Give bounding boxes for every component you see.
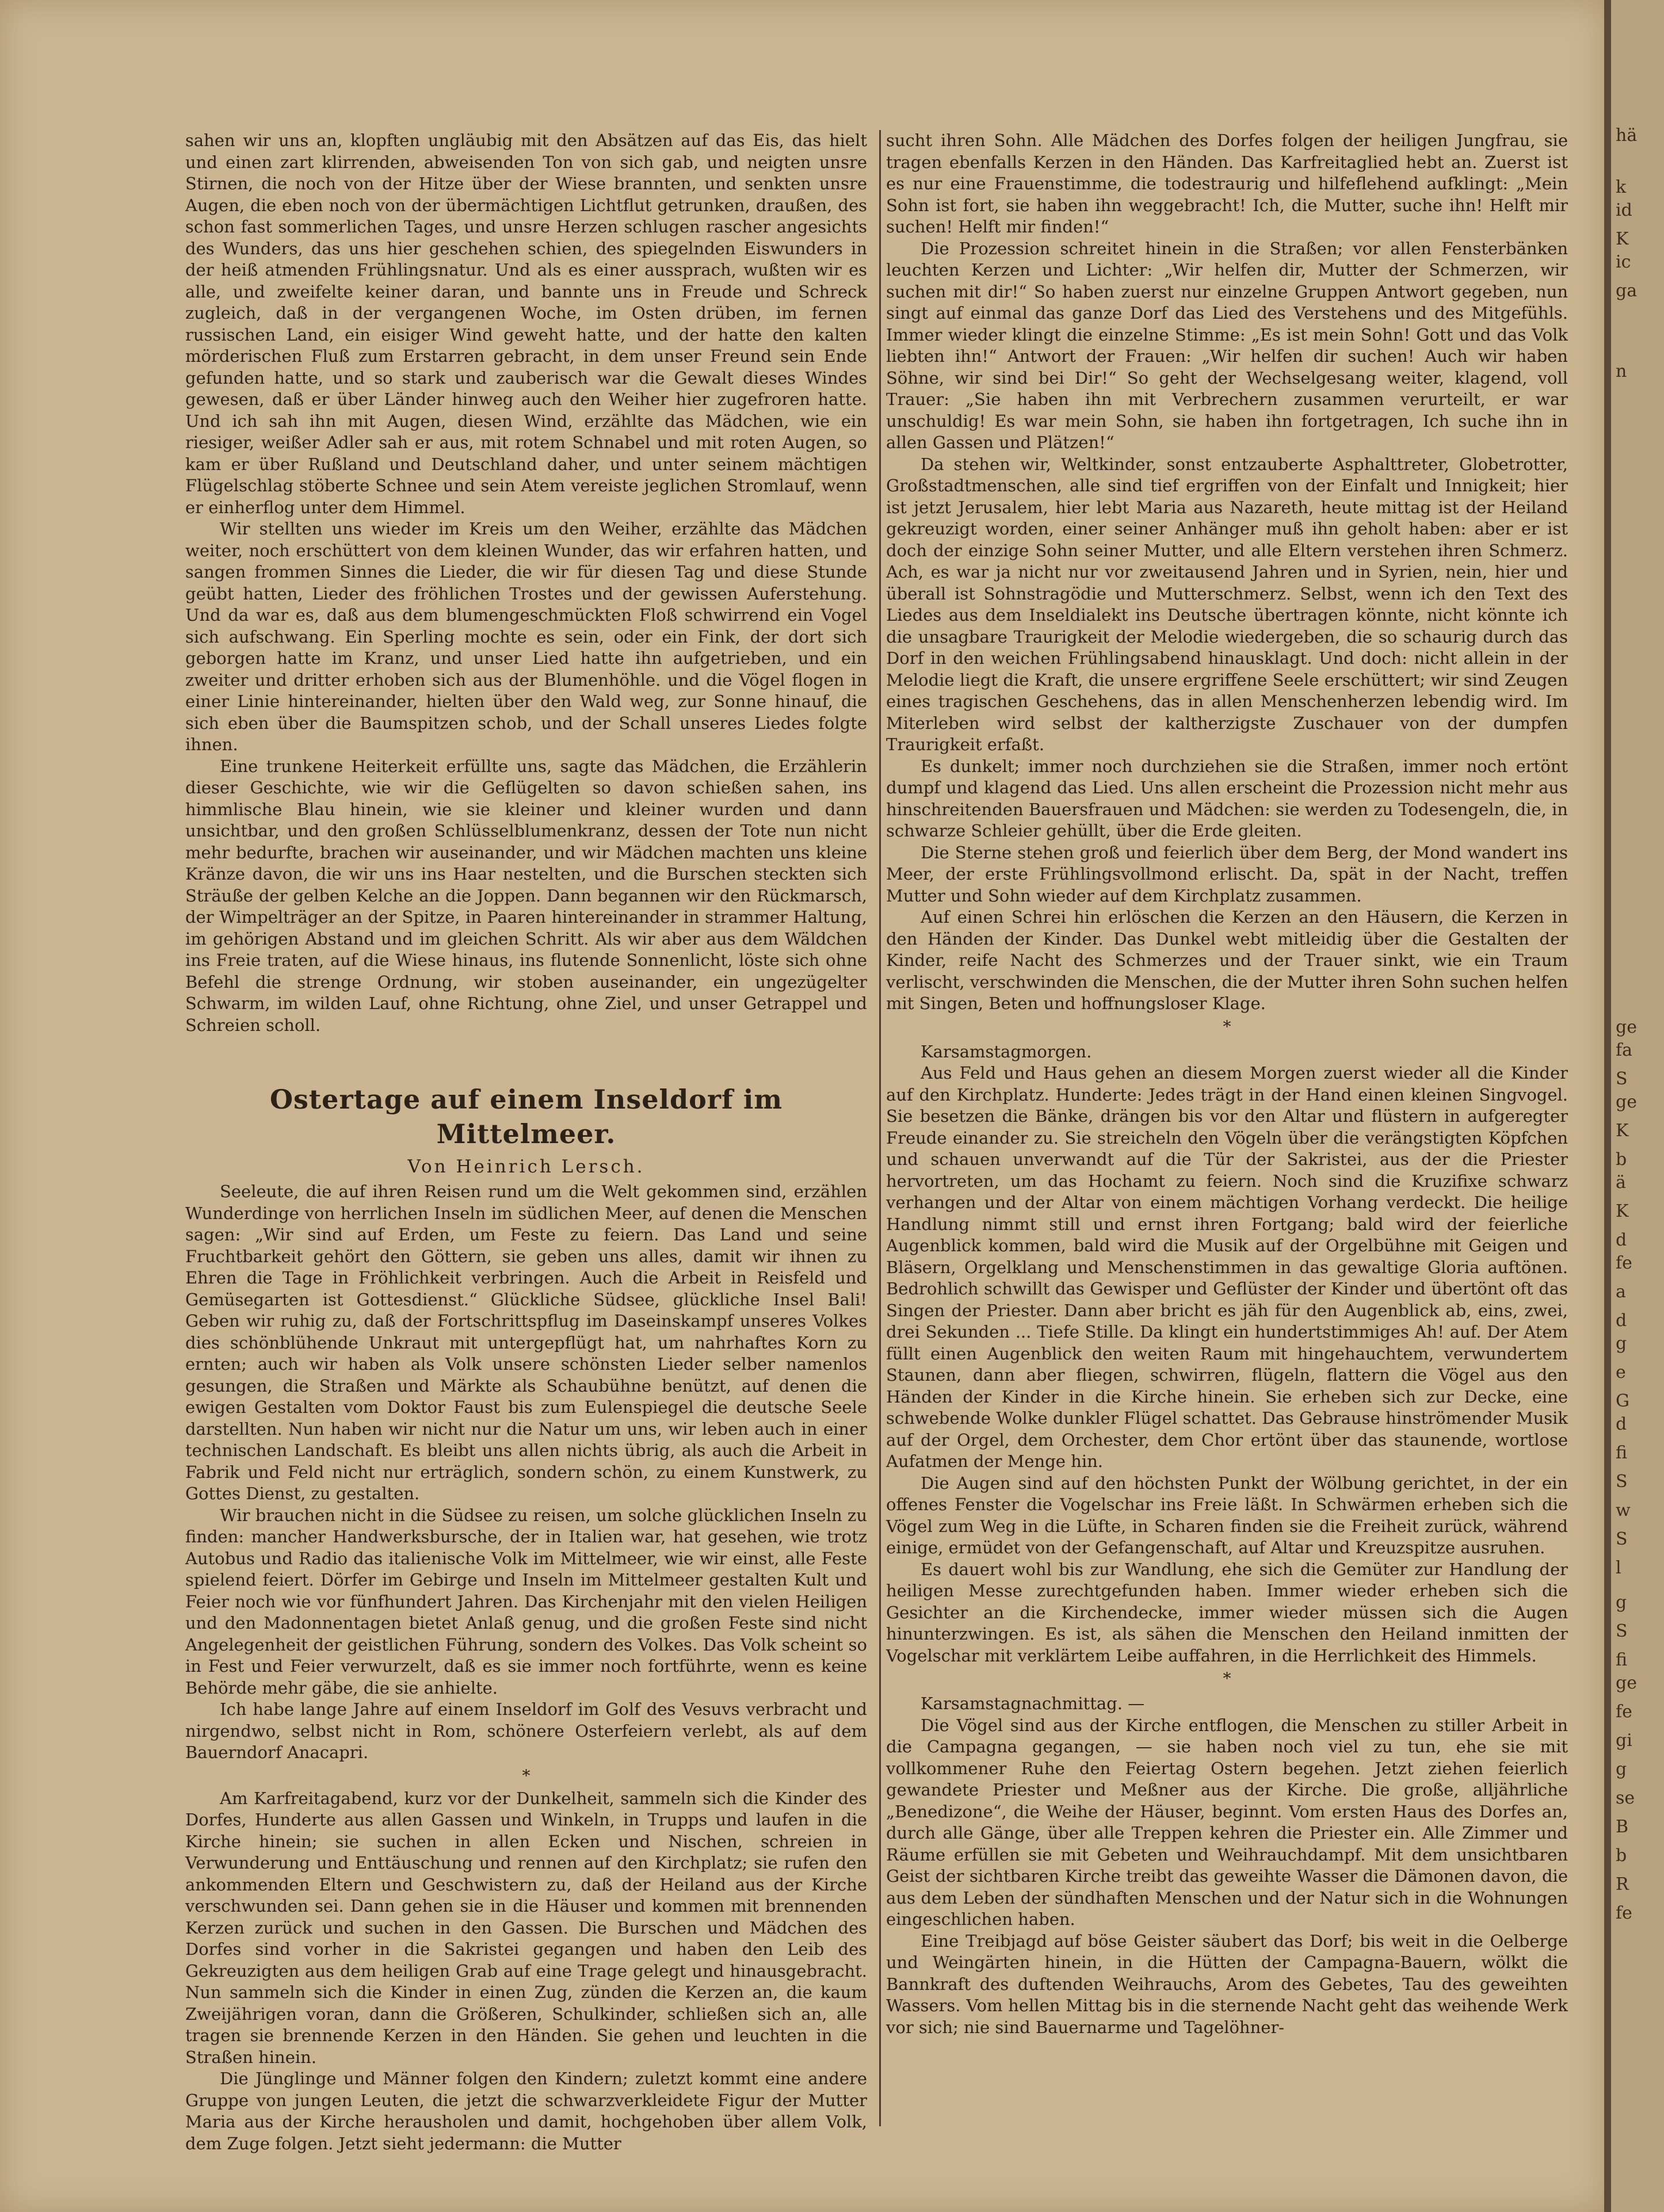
adjacent-page-fragment: fe bbox=[1616, 1702, 1632, 1722]
adjacent-page-fragment: fi bbox=[1616, 1650, 1628, 1670]
right-paragraph-1: sucht ihren Sohn. Alle Mädchen des Dorfes folgen der heiligen Jungfrau, sie tragen ebenfalls Kerzen in den Händen. Das Karfreitaglied hebt an. Zuerst ist es nur eine Frauenstimme, die todestraurig und hilfeflehend aufklingt: „Mein Sohn ist fort, sie haben ihn weggebracht! Ich, die Mutter, suche ihn! Helft mir suchen! Helft mir finden!“ bbox=[886, 131, 1568, 236]
article-paragraph-1: Seeleute, die auf ihren Reisen rund um die Welt gekommen sind, erzählen Wunderdinge von herrlichen Inseln im südlichen Meer, auf denen die Menschen sagen: „Wir sind auf Erden, um Feste zu feiern. Das Land und seine Fruchtbarkeit gehört den Göttern, sie geben uns alles, damit wir ihnen zu Ehren die Tage in Fröhlichkeit verbringen. Auch die Arbeit in Reisfeld und Gemüsegarten ist Gottesdienst.“ Glückliche Südsee, glückliche Insel Bali! Geben wir ruhig zu, daß der Fortschrittspflug im Daseinskampf unseres Volkes dies schönblühende Unkraut mit untergepflügt hat, um nahrhaftes Korn zu ernten; auch wir haben als Volk unsere schönsten Lieder selber namenlos gesungen, die Straßen und Märkte als Schaubühne benützt, auf denen die ewigen Gestalten vom Doktor Faust bis zum Eulenspiegel die deutsche Seele darstellten. Nun haben wir nicht nur die Natur um uns, wir leben auch in einer technischen Landschaft. Es bleibt uns allen nichts übrig, als auch die Arbeit in Fabrik und Feld nicht nur erträglich, sondern schön, zu einem Kunstwerk, zu Gottes Dienst, zu gestalten. bbox=[185, 1182, 867, 1503]
section-separator: * bbox=[1223, 1669, 1231, 1688]
article-paragraph-4: Am Karfreitagabend, kurz vor der Dunkelheit, sammeln sich die Kinder des Dorfes, Hunderte aus allen Gassen und Winkeln, in Trupps und laufen in die Kirche hinein; sie suchen in allen Ecken und Nischen, schreien in Verwunderung und Enttäuschung und rennen auf den Kirchplatz; sie rufen den ankommenden Eltern und Geschwistern zu, daß der Heiland aus der Kirche verschwunden sei. Dann gehen sie in die Häuser und kommen mit brennenden Kerzen zurück und suchen in den Gassen. Die Burschen und Mädchen des Dorfes sind vorher in die Sakristei gegangen und haben den Leib des Gekreuzigten aus dem heiligen Grab auf eine Trage gelegt und hinausgebracht. Nun sammeln sich die Kinder in einen Zug, zünden die Kerzen an, die kaum Zweijährigen voran, dann die Größeren, Schulkinder, schließen sich an, alle tragen sie brennende Kerzen in den Händen. Sie gehen und leuchten in die Straßen hinein. bbox=[185, 1788, 867, 2067]
article-paragraph-2: Wir brauchen nicht in die Südsee zu reisen, um solche glücklichen Inseln zu finden: mancher Handwerksbursche, der in Italien war, hat gesehen, wie trotz Autobus und Radio das italienische Volk im Mittelmeer, wie wir einst, alle Feste spielend feiert. Dörfer im Gebirge und Inseln im Mittelmeer gestalten Kult und Feier noch wie vor fünfhundert Jahren. Das Kirchenjahr mit den vielen Heiligen und den Madonnentagen bietet Anlaß genug, und die großen Feste sind nicht Angelegenheit der geistlichen Führung, sondern des Volkes. Das Volk scheint so in Fest und Feier verwurzelt, daß es sie immer noch fortführte, wenn es keine Behörde mehr gäbe, die sie anhielte. bbox=[185, 1505, 867, 1698]
adjacent-page-fragment: gi bbox=[1616, 1730, 1632, 1751]
article-title: Ostertage auf einem Inseldorf im Mittelmeer. bbox=[269, 1084, 783, 1149]
adjacent-page-fragment: S bbox=[1616, 1069, 1628, 1089]
adjacent-page-fragment: d bbox=[1616, 1414, 1627, 1434]
left-paragraph-1: sahen wir uns an, klopften ungläubig mit den Absätzen auf das Eis, das hielt und einen zart klirrenden, abweisenden Ton von sich gab, und neigten unsre Stirnen, die noch von der Hitze über der Wiese brannten, und senkten unsre Augen, die eben noch von der übermächtigen Lichtflut getrunken, draußen, des schon fast sommerlichen Tages, und unsre Herzen schlugen rascher angesichts des Wunders, das uns hier geschehen schien, des spiegelnden Eiswunders in der heiß atmenden Frühlingsnatur. Und als es einer aussprach, wußten wir es alle, und zweifelte keiner daran, und bannte uns in Freude und Schreck zugleich, daß in der vergangenen Woche, im Osten drüben, im fernen russischen Land, ein eisiger Wind geweht hatte, und der hatte den kalten mörderischen Fluß zum Erstarren gebracht, in dem unser Freund sein Ende gefunden hatte, und so stark und zauberisch war die Gewalt dieses Windes gewesen, daß er über Länder hinweg auch den Weiher hier zugefroren hatte. Und ich sah ihn mit Augen, diesen Wind, erzählte das Mädchen, wie ein riesiger, weißer Adler sah er aus, mit rotem Schnabel und mit roten Augen, so kam er über Rußland und Deutschland daher, und unter seinem mächtigen Flügelschlag stöberte Schnee und sein Atem vereiste jeglichen Stromlauf, wenn er einherflog unter dem Himmel. bbox=[185, 131, 867, 517]
adjacent-page-fragment: fi bbox=[1616, 1443, 1628, 1463]
right-paragraph-9: Es dauert wohl bis zur Wandlung, ehe sich die Gemüter zur Handlung der heiligen Messe zurechtgefunden haben. Immer wieder erheben sich die Gesichter an die Kirchendecke, immer wieder müssen sich die Augen hinunterzwingen. Es ist, als sähen die Menschen den Heiland inmitten der Vogelschar mit verklärtem Leibe auffahren, in die Herrlichkeit des Himmels. bbox=[886, 1559, 1568, 1665]
adjacent-page-fragment: d bbox=[1616, 1311, 1627, 1331]
adjacent-page-fragment: ge bbox=[1616, 1673, 1637, 1693]
adjacent-page-fragment: S bbox=[1616, 1621, 1628, 1641]
adjacent-page-fragment: se bbox=[1616, 1788, 1635, 1808]
adjacent-page-fragment: d bbox=[1616, 1230, 1627, 1250]
adjacent-page-fragment: l bbox=[1616, 1558, 1621, 1578]
adjacent-page-fragment: K bbox=[1616, 1121, 1629, 1141]
adjacent-page-fragment: K bbox=[1616, 1201, 1629, 1221]
right-paragraph-11: Eine Treibjagd auf böse Geister säubert das Dorf; bis weit in die Oelberge und Weingärten hinein, in die Hütten der Campagna-Bauern, wölkt die Bannkraft des duftenden Weihrauchs, Arom des Gebetes, Tau des geweihten Wassers. Vom hellen Mittag bis in die sternende Nacht geht das weihende Werk vor sich; nie sind Bauernarme und Tagelöhner- bbox=[886, 1931, 1568, 2037]
adjacent-page-fragment: g bbox=[1616, 1334, 1627, 1354]
right-paragraph-4: Es dunkelt; immer noch durchziehen sie die Straßen, immer noch ertönt dumpf und klagend das Lied. Uns allen erscheint die Prozession nicht mehr aus hinschreitenden Bauersfrauen und Mädchen: sie werden zu Todesengeln, die, in schwarze Schleier gehüllt, über die Erde gleiten. bbox=[886, 756, 1568, 841]
adjacent-page-fragment: e bbox=[1616, 1362, 1626, 1382]
adjacent-page-fragment: fe bbox=[1616, 1903, 1632, 1923]
binding-gutter bbox=[1604, 0, 1611, 2212]
left-paragraph-3: Eine trunkene Heiterkeit erfüllte uns, sagte das Mädchen, die Erzählerin dieser Geschichte, wie wir die Geflügelten so davon schießen sahen, ins himmlische Blau hinein, wie sie kleiner und kleiner wurden und dann unsichtbar, und den großen Schlüsselblumenkranz, dessen der Tote nun nicht mehr bedurfte, brachen wir auseinander, und wir Mädchen machten uns kleine Kränze davon, die wir uns ins Haar nestelten, und die Burschen steckten sich Sträuße der gelben Kelche an die Joppen. Dann begannen wir den Rückmarsch, der Wimpelträger an der Spitze, in Paaren hintereinander in strammer Haltung, im gehörigen Abstand und im gleichen Schritt. Als wir aber aus dem Wäldchen ins Freie traten, auf die Wiese hinaus, ins flutende Sonnenlicht, löste sich ohne Befehl die strenge Ordnung, wir stoben auseinander, ein ungezügelter Schwarm, im wilden Lauf, ohne Richtung, ohne Ziel, und unser Getrappel und Schreien scholl. bbox=[185, 756, 867, 1035]
adjacent-page-fragment: fa bbox=[1616, 1040, 1632, 1060]
adjacent-page-fragment: S bbox=[1616, 1472, 1628, 1492]
left-column bbox=[185, 130, 867, 2154]
left-paragraph-2: Wir stellten uns wieder im Kreis um den Weiher, erzählte das Mädchen weiter, noch erschüttert von dem kleinen Wunder, das wir erfahren hatten, und sangen frommen Sinnes die Lieder, die wir für diesen Tag und diese Stunde geübt hatten, Lieder des fröhlichen Trostes und der gewissen Auferstehung. Und da war es, daß aus dem blumengeschmückten Floß schwirrend ein Vogel sich aufschwang. Ein Sperling mochte es sein, oder ein Fink, der dort sich geborgen hatte im Kranz, und unser Lied hatte ihn aufgetrieben, und ein zweiter und dritter erhoben sich aus der Blumenhöhle. und die Vögel flogen in einer Linie hintereinander, hielten über den Wald weg, zur Sonne hinauf, die sich eben über die Baumspitzen schob, und der Schall unseres Liedes folgte ihnen. bbox=[185, 519, 867, 754]
right-paragraph-7: Aus Feld und Haus gehen an diesem Morgen zuerst wieder all die Kinder auf den Kirchplatz. Hunderte: Jedes trägt in der Hand einen kleinen Singvogel. Sie besetzen die Bänke, drängen bis vor den Altar und flüstern in aufgeregter Freude einander zu. Sie streicheln den Vögeln über die verängstigten Köpfchen und schauen unverwandt auf die Tür der Sakristei, aus der die Priester hervortreten, um das Hochamt zu feiern. Noch sind die Kruzifixe schwarz verhangen und der Altar von einem mächtigen Vorhang verdeckt. Die heilige Handlung nimmt still und ernst ihren Fortgang; bald wird der feierliche Augenblick kommen, bald wird die Musik auf der Orgelbühne mit Geigen und Bläsern, Orgelklang und Menschenstimmen in das gewaltige Gloria auftönen. Bedrohlich schwillt das Gewisper und Geflüster der Kinder und übertönt oft das Singen der Priester. Dann aber bricht es jäh für den Augenblick ab, eins, zwei, drei Sekunden ... Tiefe Stille. Da klingt ein hundertstimmiges Ah! auf. Der Atem füllt einen Augenblick den weiten Raum mit hingehauchtem, verwundertem Staunen, dann aber fliegen, schwirren, flügeln, flattern die Vögel aus den Händen der Kinder in die Kirche hinein. Sie erheben sich zur Decke, eine schwebende Wolke dunkler Flügel schattet. Das Gebrause hinströmender Musik auf der Orgel, dem Orchester, dem Chor ertönt über das staunende, wortlose Aufatmen der Menge hin. bbox=[886, 1063, 1568, 1471]
adjacent-page-fragment: R bbox=[1616, 1874, 1629, 1894]
adjacent-page-fragment: k bbox=[1616, 177, 1627, 197]
adjacent-page-fragment: G bbox=[1616, 1391, 1629, 1411]
right-paragraph-8: Die Augen sind auf den höchsten Punkt der Wölbung gerichtet, in der ein offenes Fenster die Vogelschar ins Freie läßt. In Schwärmen erheben sich die Vögel zum Weg in die Lüfte, in Scharen finden sie die Freiheit zurück, während einige, ermüdet von der Gefangenschaft, auf Altar und Kreuzspitze ausruhen. bbox=[886, 1473, 1568, 1557]
adjacent-page-edge bbox=[1611, 0, 1664, 2212]
adjacent-page-fragment: b bbox=[1616, 1846, 1627, 1866]
adjacent-page-fragment: w bbox=[1616, 1500, 1631, 1520]
subheading-karsamstagmorgen: Karsamstagmorgen. bbox=[921, 1041, 1092, 1061]
article-byline: Von Heinrich Lersch. bbox=[407, 1156, 645, 1177]
subheading-karsamstagnachmittag: Karsamstagnachmittag. — bbox=[921, 1694, 1145, 1713]
right-paragraph-5: Die Sterne stehen groß und feierlich über dem Berg, der Mond wandert ins Meer, der erste Frühlingsvollmond erlischt. Da, spät in der Nacht, treffen Mutter und Sohn wieder auf dem Kirchplatz zusammen. bbox=[886, 842, 1568, 906]
right-column bbox=[886, 130, 1568, 2038]
adjacent-page-fragment: b bbox=[1616, 1149, 1627, 1170]
section-separator: * bbox=[522, 1766, 531, 1785]
right-paragraph-6: Auf einen Schrei hin erlöschen die Kerzen an den Häusern, die Kerzen in den Händen der Kinder. Das Dunkel webt mitleidig über die Gestalten der Kinder, reife Nacht des Schmerzes und der Trauer sinkt, wie ein Traum verlischt, verschwinden die Menschen, die der Mutter ihren Sohn suchen helfen mit Singen, Beten und hoffnungsloser Klage. bbox=[886, 907, 1568, 1013]
article-paragraph-5: Die Jünglinge und Männer folgen den Kindern; zuletzt kommt eine andere Gruppe von jungen Leuten, die jetzt die schwarzverkleidete Figur der Mutter Maria aus der Kirche herausholen und damit, hochgehoben über allem Volk, dem Zuge folgen. Jetzt sieht jedermann: die Mutter bbox=[185, 2069, 867, 2153]
adjacent-page-fragment: g bbox=[1616, 1592, 1627, 1613]
adjacent-page-fragment: ga bbox=[1616, 281, 1638, 301]
column-divider bbox=[879, 130, 881, 2126]
adjacent-page-fragment: B bbox=[1616, 1817, 1629, 1837]
adjacent-page-fragment: hä bbox=[1616, 125, 1638, 146]
adjacent-page-fragment: ic bbox=[1616, 252, 1631, 272]
right-paragraph-3: Da stehen wir, Weltkinder, sonst entzauberte Asphalttreter, Globetrotter, Großstadtmenschen, alle sind tief ergriffen von der Einfalt und Innigkeit; hier ist jetzt Jerusalem, hier lebt Maria aus Nazareth, heute mittag ist der Heiland gekreuzigt worden, einer seiner Anhänger muß ihn geholt haben: aber er ist doch der einzige Sohn seiner Mutter, und alle Eltern verstehen ihren Schmerz. Ach, es war ja nicht nur vor zweitausend Jahren und in Syrien, nein, hier und überall ist Sohnstragödie und Mutterschmerz. Selbst, wenn ich den Text des Liedes aus dem Inseldialekt ins Deutsche übertragen könnte, nicht könnte ich die unsagbare Traurigkeit der Melodie wiedergeben, die so schaurig durch das Dorf in den weichen Frühlingsabend hinausklagt. Und doch: nicht allein in der Melodie liegt die Kraft, die unsere ergriffene Seele erschüttert; wir sind Zeugen eines tragischen Geschehens, das in allen Menschenherzen lebendig wird. Im Miterleben wird selbst der kaltherzigste Zuschauer von der dumpfen Traurigkeit erfaßt. bbox=[886, 454, 1568, 754]
section-separator: * bbox=[1223, 1017, 1231, 1036]
adjacent-page-fragment: S bbox=[1616, 1529, 1628, 1549]
adjacent-page-fragment: n bbox=[1616, 361, 1627, 381]
adjacent-page-fragment: fe bbox=[1616, 1253, 1632, 1273]
right-paragraph-10: Die Vögel sind aus der Kirche entflogen, die Menschen zu stiller Arbeit in die Campagna gegangen, — sie haben noch viel zu tun, ehe sie mit vollkommener Ruhe den Feiertag Ostern begehen. Jetzt ziehen feierlich gewandete Priester und Meßner aus der Kirche. Die große, alljährliche „Benedizone“, die Weihe der Häuser, beginnt. Vom ersten Haus des Dorfes an, durch alle Gänge, über alle Treppen kehren die Priester ein. Alle Zimmer und Räume erfüllen sie mit Gebeten und Weihrauchdampf. Mit dem unsichtbaren Geist der sichtbaren Kirche treibt das geweihte Wasser die Dämonen davon, die aus dem Leben der sündhaften Menschen und der Natur sich in die Wohnungen eingeschlichen haben. bbox=[886, 1715, 1568, 1929]
adjacent-page-fragment: ge bbox=[1616, 1092, 1637, 1112]
adjacent-page-fragment: g bbox=[1616, 1759, 1627, 1779]
article-paragraph-3: Ich habe lange Jahre auf einem Inseldorf im Golf des Vesuvs verbracht und nirgendwo, selbst nicht in Rom, schönere Osterfeiern verlebt, als auf dem Bauerndorf Anacapri. bbox=[185, 1699, 867, 1762]
adjacent-page-fragment: ge bbox=[1616, 1017, 1637, 1037]
adjacent-page-fragment: K bbox=[1616, 229, 1629, 249]
adjacent-page-fragment: a bbox=[1616, 1282, 1626, 1302]
adjacent-page-fragment: ä bbox=[1616, 1172, 1626, 1193]
adjacent-page-fragment: id bbox=[1616, 200, 1632, 220]
right-paragraph-2: Die Prozession schreitet hinein in die Straßen; vor allen Fensterbänken leuchten Kerzen und Lichter: „Wir helfen dir, Mutter der Schmerzen, wir suchen mit dir!“ So haben zuerst nur einzelne Gruppen Antwort gegeben, nun singt auf einmal das ganze Dorf das Lied des Verstehens und des Mitgefühls. Immer wieder klingt die einzelne Stimme: „Es ist mein Sohn! Gott und das Volk liebten ihn!“ Antwort der Frauen: „Wir helfen dir suchen! Auch wir haben Söhne, wir sind bei Dir!“ So geht der Wechselgesang weiter, klagend, voll Trauer: „Sie haben ihn mit Verbrechern zusammen verurteilt, er war unschuldig! Es war mein Sohn, sie haben ihn fortgetragen, Ich suche ihn in allen Gassen und Plätzen!“ bbox=[886, 238, 1568, 452]
